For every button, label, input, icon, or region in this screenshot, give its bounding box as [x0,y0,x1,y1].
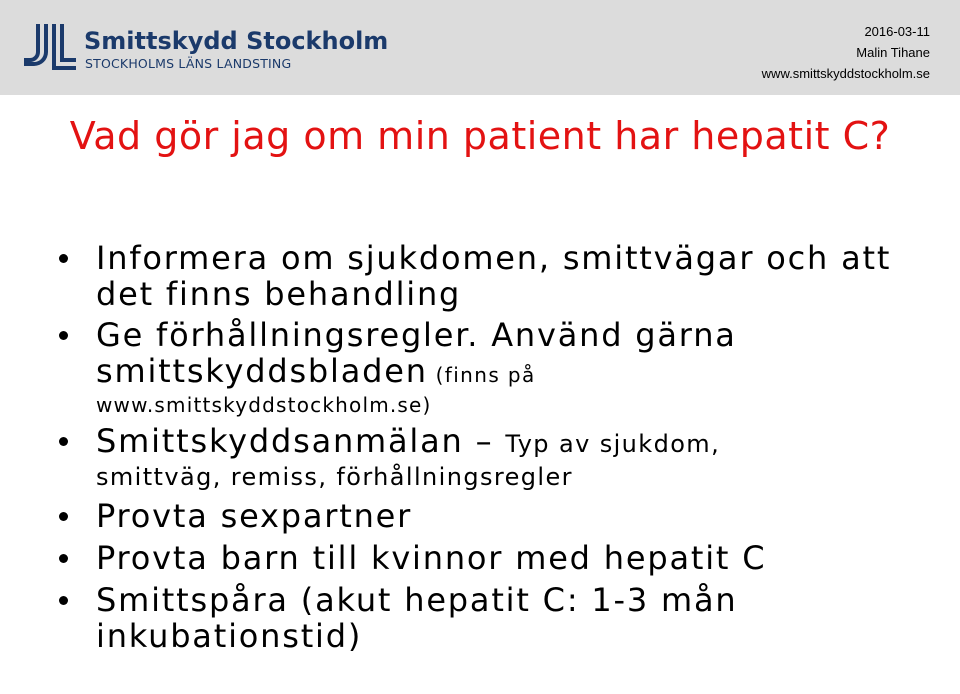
sll-logo-mark-icon [22,20,78,72]
slide-meta [762,21,930,84]
bullet-note-link: www.smittskyddstockholm.se) [96,393,432,417]
slide-title: Vad gör jag om min patient har hepatit C? [69,114,891,158]
slide-author: Malin Tihane [856,45,930,60]
bullet-dash: – [463,422,506,460]
bullet-note: (finns på [427,363,536,387]
bullet-item [56,317,936,417]
bullet-item [56,240,936,312]
logo-subtitle: STOCKHOLMS LÄNS LANDSTING [85,56,292,71]
logo-name: Smittskydd Stockholm [84,27,389,55]
bullet-text: Provta barn till kvinnor med hepatit C [96,539,767,577]
bullet-item [56,423,936,492]
bullet-text: Smittspåra (akut hepatit C: 1-3 mån inkubationstid) [96,581,738,655]
bullet-detail-continued: smittväg, remiss, förhållningsregler [96,463,573,491]
bullet-list [56,240,936,654]
bullet-item [56,498,936,534]
bullet-detail: Typ av sjukdom, [505,430,721,458]
bullet-text: Informera om sjukdomen, smittvägar och att det finns behandling [96,239,892,313]
bullet-text: Provta sexpartner [96,497,413,535]
bullet-text: Smittskyddsanmälan [96,422,464,460]
slide-website: www.smittskyddstockholm.se [761,66,930,81]
bullet-item [56,540,936,576]
slide-date: 2016-03-11 [864,24,930,39]
bullet-item [56,582,936,654]
smittskydd-stockholm-logo [22,20,389,72]
header-bar [0,0,960,95]
bullet-text: Ge förhållningsregler. Använd gärna smittskyddsbladen [96,316,737,390]
